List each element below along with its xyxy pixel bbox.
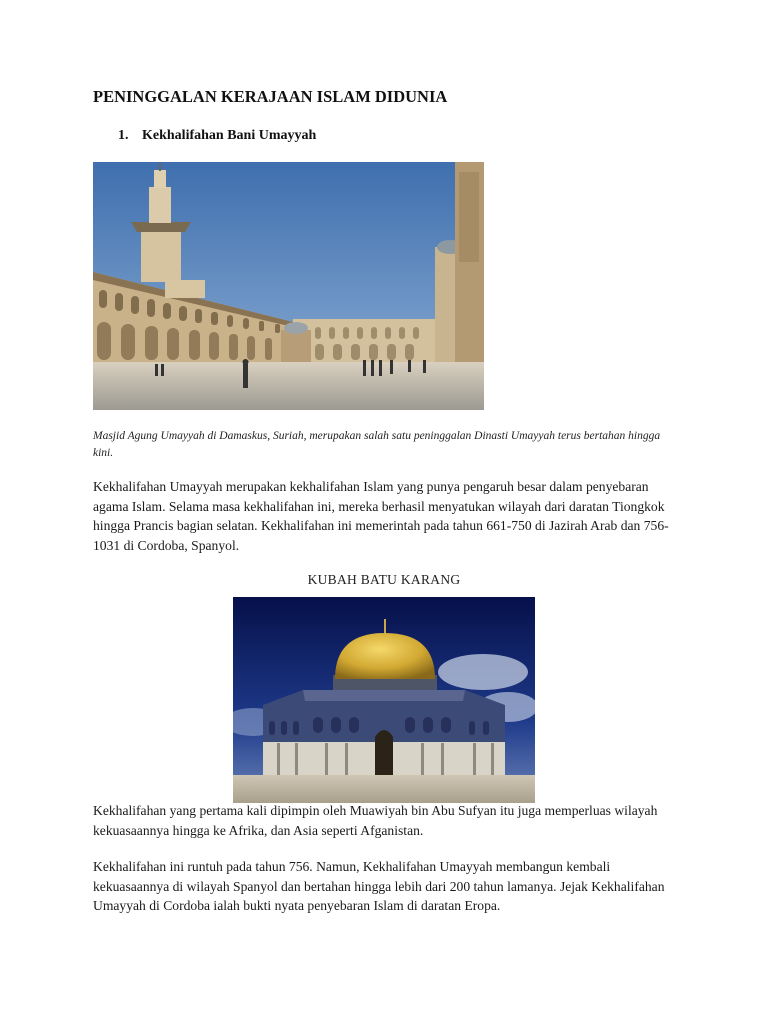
section-heading-text: Kekhalifahan Bani Umayyah bbox=[142, 128, 317, 143]
dome-of-the-rock-photo bbox=[233, 597, 535, 803]
section-heading bbox=[118, 128, 316, 144]
figure1-caption: Masjid Agung Umayyah di Damaskus, Suriah, merupakan salah satu peninggalan Dinasti Umayyah terus bertahan hingga kini. bbox=[93, 430, 661, 459]
figure2-heading: KUBAH BATU KARANG bbox=[307, 572, 461, 587]
paragraph-2: Kekhalifahan yang pertama kali dipimpin oleh Muawiyah bin Abu Sufyan itu juga memperluas wilayah kekuasaannya hingga ke Afrika, dan Asia seperti Afganistan. bbox=[93, 803, 658, 838]
paragraph-1: Kekhalifahan Umayyah merupakan kekhalifahan Islam yang punya pengaruh besar dalam penyebaran agama Islam. Selama masa kekhalifahan ini, mereka berhasil menyatukan wilayah dari daratan Tiongkok hingga Prancis bagian selatan. Kekhalifahan ini memerintah pada tahun 661-750 di Jazirah Arab dan 756-1031 di Cordoba, Spanyol. bbox=[93, 479, 669, 553]
section-number: 1. bbox=[118, 128, 129, 143]
umayyad-mosque-photo bbox=[93, 162, 484, 410]
paragraph-3: Kekhalifahan ini runtuh pada tahun 756. Namun, Kekhalifahan Umayyah membangun kembali kekuasaannya di wilayah Spanyol dan bertahan hingga lebih dari 200 tahun lamanya. Jejak Kekhalifahan Umayyah di Cordoba ialah bukti nyata penyebaran Islam di daratan Eropa. bbox=[93, 859, 665, 914]
document-title: PENINGGALAN KERAJAAN ISLAM DIDUNIA bbox=[93, 87, 448, 106]
